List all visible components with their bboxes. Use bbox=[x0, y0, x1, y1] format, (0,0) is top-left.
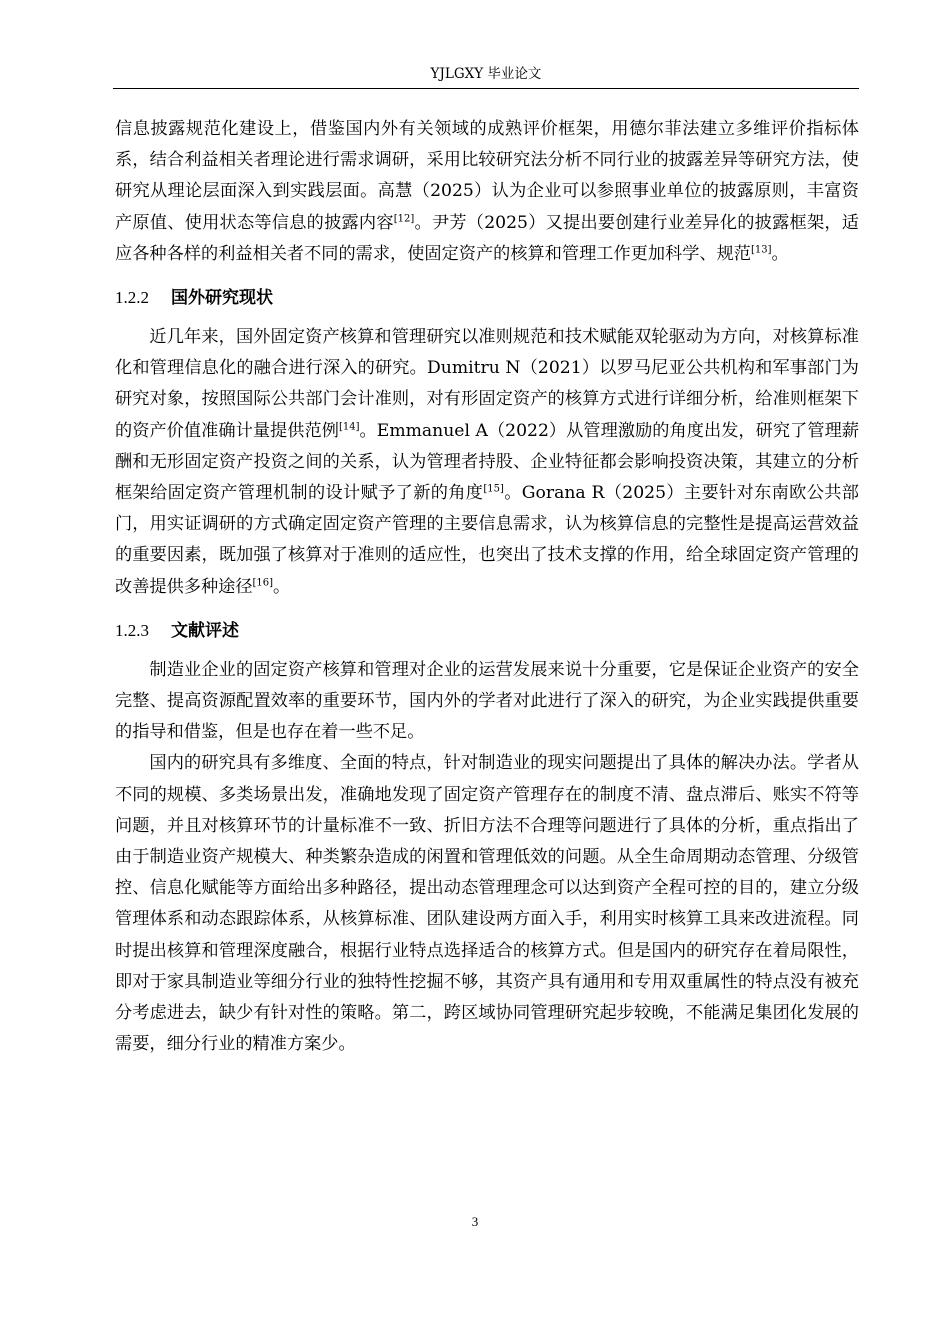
citation: [16] bbox=[252, 576, 274, 588]
paragraph-text: 近几年来，国外固定资产核算和管理研究以准则规范和技术赋能双轮驱动为方向，对核算标准化和管理信息化的融合进行深入的研究。Dumitru N（2021）以罗马尼亚公共机构和军事部门为研究对象，按照国际公共部门会计准则，对有形固定资产的核算方式进行详细分析，给准则框架下的资产价值准确计量提供范例 bbox=[115, 327, 859, 441]
citation: [14] bbox=[338, 420, 360, 432]
paragraph-foreign-research bbox=[115, 322, 859, 603]
page-header: YJLGXY 毕业论文 bbox=[430, 66, 542, 82]
paragraph-text: 。Gorana R（2025）主要针对东南欧公共部门，用实证调研的方式确定固定资产管理的主要信息需求，认为核算信息的完整性是提高运营效益的重要因素，既加强了核算对于准则的适应性，也突出了技术支撑的作用，给全球固定资产管理的改善提供多种途径 bbox=[115, 483, 859, 597]
section-heading-literature-review bbox=[115, 617, 859, 645]
section-number: 1.2.2 bbox=[115, 288, 149, 308]
paragraph-text: 。尹芳（2025）又提出要创建行业差异化的披露框架，适应各种各样的利益相关者不同的需求，使固定资产的核算和管理工作更加科学、规范 bbox=[115, 212, 859, 264]
header-rule bbox=[113, 88, 859, 89]
paragraph-text: 。 bbox=[273, 576, 291, 597]
citation: [13] bbox=[750, 244, 772, 256]
section-heading-foreign-research bbox=[115, 284, 859, 312]
paragraph-text: 信息披露规范化建设上，借鉴国内外有关领域的成熟评价框架，用德尔菲法建立多维评价指标体系，结合利益相关者理论进行需求调研，采用比较研究法分析不同行业的披露差异等研究方法，使研究从理论层面深入到实践层面。高慧（2025）认为企业可以参照事业单位的披露原则，丰富资产原值、使用状态等信息的披露内容 bbox=[115, 119, 859, 233]
paragraph-text: 。Emmanuel A（2022）从管理激励的角度出发，研究了管理薪酬和无形固定资产投资之间的关系，认为管理者持股、企业特征都会影响投资决策，其建立的分析框架给固定资产管理机制的设计赋予了新的角度 bbox=[115, 420, 859, 504]
paragraph-text: 。 bbox=[771, 243, 789, 264]
page-body bbox=[115, 114, 859, 1060]
citation: [12] bbox=[393, 212, 415, 224]
paragraph-domestic-research: 国内的研究具有多维度、全面的特点，针对制造业的现实问题提出了具体的解决办法。学者从不同的规模、多类场景出发，准确地发现了固定资产管理存在的制度不清、盘点滞后、账实不符等问题，并且对核算环节的计量标准不一致、折旧方法不合理等问题进行了具体的分析，重点指出了由于制造业资产规模大、种类繁杂造成的闲置和管理低效的问题。从全生命周期动态管理、分级管控、信息化赋能等方面给出多种路径，提出动态管理理念可以达到资产全程可控的目的，建立分级管理体系和动态跟踪体系，从核算标准、团队建设两方面入手，利用实时核算工具来改进流程。同时提出核算和管理深度融合，根据行业特点选择适合的核算方式。但是国内的研究存在着局限性，即对于家具制造业等细分行业的独特性挖掘不够，其资产具有通用和专用双重属性的特点没有被充分考虑进去，缺少有针对性的策略。第二，跨区域协同管理研究起步较晚，不能满足集团化发展的需要，细分行业的精准方案少。 bbox=[115, 753, 859, 1055]
page-number: 3 bbox=[471, 1214, 479, 1229]
citation: [15] bbox=[483, 483, 504, 495]
paragraph-review-intro: 制造业企业的固定资产核算和管理对企业的运营发展来说十分重要，它是保证企业资产的安全完整、提高资源配置效率的重要环节，国内外的学者对此进行了深入的研究，为企业实践提供重要的指导和借鉴，但是也存在着一些不足。 bbox=[115, 659, 859, 743]
section-number: 1.2.3 bbox=[115, 620, 149, 640]
paragraph-continued bbox=[115, 114, 859, 270]
section-title: 文献评述 bbox=[171, 620, 239, 641]
section-title: 国外研究现状 bbox=[171, 288, 273, 309]
